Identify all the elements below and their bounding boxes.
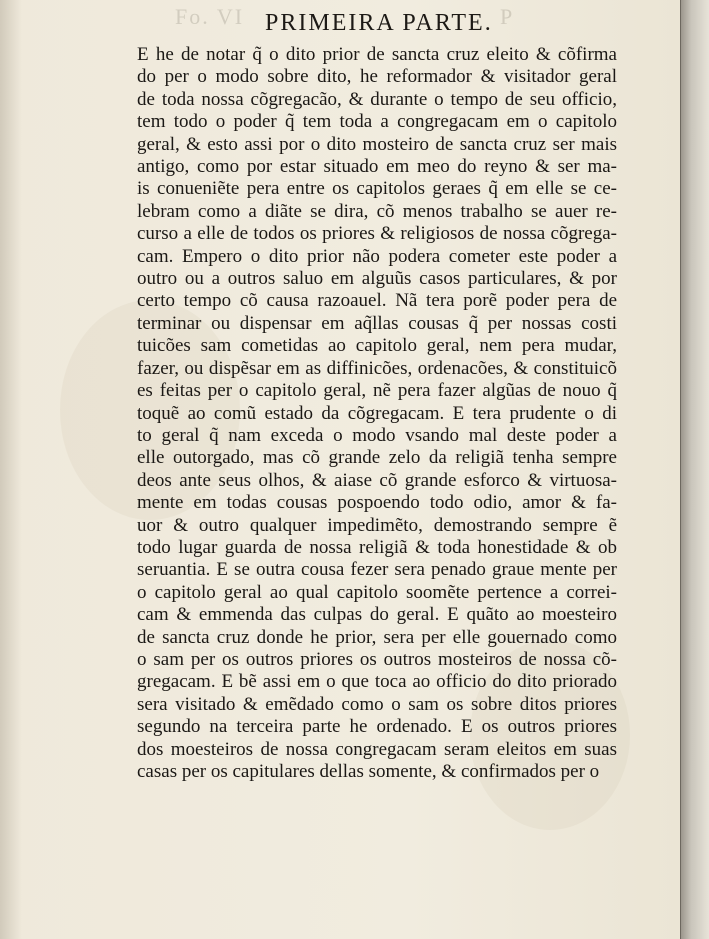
text-line: antigo, como por estar situado em meo do reyno & ser ma- — [137, 156, 617, 178]
text-line: mente em todas cousas pospoendo todo odio, amor & fa- — [137, 492, 617, 514]
text-line: outro ou a outros saluo em alguũs casos particulares, & por — [137, 268, 617, 290]
body-text — [137, 44, 617, 783]
gutter-shadow — [0, 0, 22, 939]
text-line: uor & outro qualquer impedimẽto, demostrando sempre ẽ — [137, 514, 617, 536]
text-line: cam & emmenda das culpas do geral. E quãto ao moesteiro — [137, 604, 617, 626]
text-line: fazer, ou dispẽsar em as diffinicões, ordenacões, & constituicõ — [137, 357, 617, 379]
text-line: casas per os capitulares dellas somente, & confirmados per o — [137, 761, 600, 782]
text-line: o capitolo geral ao qual capitolo soomẽte pertence a correi- — [137, 581, 617, 603]
text-line: is conueniẽte pera entre os capitolos geraes q̃ em elle se ce- — [137, 178, 617, 200]
text-line: deos ante seus olhos, & aiase cõ grande esforco & virtuosa- — [137, 469, 617, 491]
text-line: tuicões sam cometidas ao capitolo geral, nem pera mudar, — [137, 335, 617, 357]
text-line: geral, & esto assi por o dito mosteiro de sancta cruz ser mais — [137, 133, 617, 155]
text-line: curso a elle de todos os priores & religiosos de nossa cõgrega- — [137, 223, 617, 245]
text-line: gregacam. E bẽ assi em o que toca ao officio do dito priorado — [137, 671, 617, 693]
text-line: de toda nossa cõgregacão, & durante o tempo de seu officio, — [137, 88, 617, 110]
text-line: seruantia. E se outra cousa fezer sera penado graue mente per — [137, 559, 617, 581]
bleed-through-text: Fo. VI — [175, 4, 245, 29]
text-line: elle outorgado, mas cõ grande zelo da religiã tenha sempre — [137, 447, 617, 469]
text-line: segundo na terceira parte he ordenado. E os outros priores — [137, 716, 617, 738]
text-line: cam. Empero o dito prior não podera cometer este poder a — [137, 245, 617, 267]
text-line: o sam per os outros priores os outros mosteiros de nossa cõ- — [137, 648, 617, 670]
text-line: de sancta cruz donde he prior, sera per elle gouernado como — [137, 626, 617, 648]
bleed-through-text: P — [500, 4, 515, 29]
text-line: E he de notar q̃ o dito prior de sancta cruz eleito & cõfirma — [137, 44, 617, 65]
running-header: PRIMEIRA PARTE. — [265, 10, 493, 36]
text-line: to geral q̃ nam exceda o modo vsando mal deste poder a — [137, 424, 617, 446]
adjacent-page-edge — [680, 0, 709, 939]
text-line: dos moesteiros de nossa congregacam seram eleitos em suas — [137, 738, 617, 760]
text-line: lebram como a diãte se dira, cõ menos trabalho se auer re- — [137, 200, 617, 222]
text-line: certo tempo cõ causa razoauel. Nã tera porẽ poder pera de — [137, 290, 617, 312]
text-line: tem todo o poder q̃ tem toda a congregacam em o capitolo — [137, 111, 617, 133]
text-line: todo lugar guarda de nossa religiã & toda honestidade & ob — [137, 536, 617, 558]
text-line: do per o modo sobre dito, he reformador & visitador geral — [137, 66, 617, 88]
text-line: terminar ou dispensar em aq̃llas cousas q̃ per nossas costi — [137, 312, 617, 334]
text-line: toquẽ ao comũ estado da cõgregacam. E tera prudente o di — [137, 402, 617, 424]
text-line: es feitas per o capitolo geral, nẽ pera fazer algũas de nouo q̃ — [137, 380, 617, 402]
text-line: sera visitado & emẽdado como o sam os sobre ditos priores — [137, 693, 617, 715]
